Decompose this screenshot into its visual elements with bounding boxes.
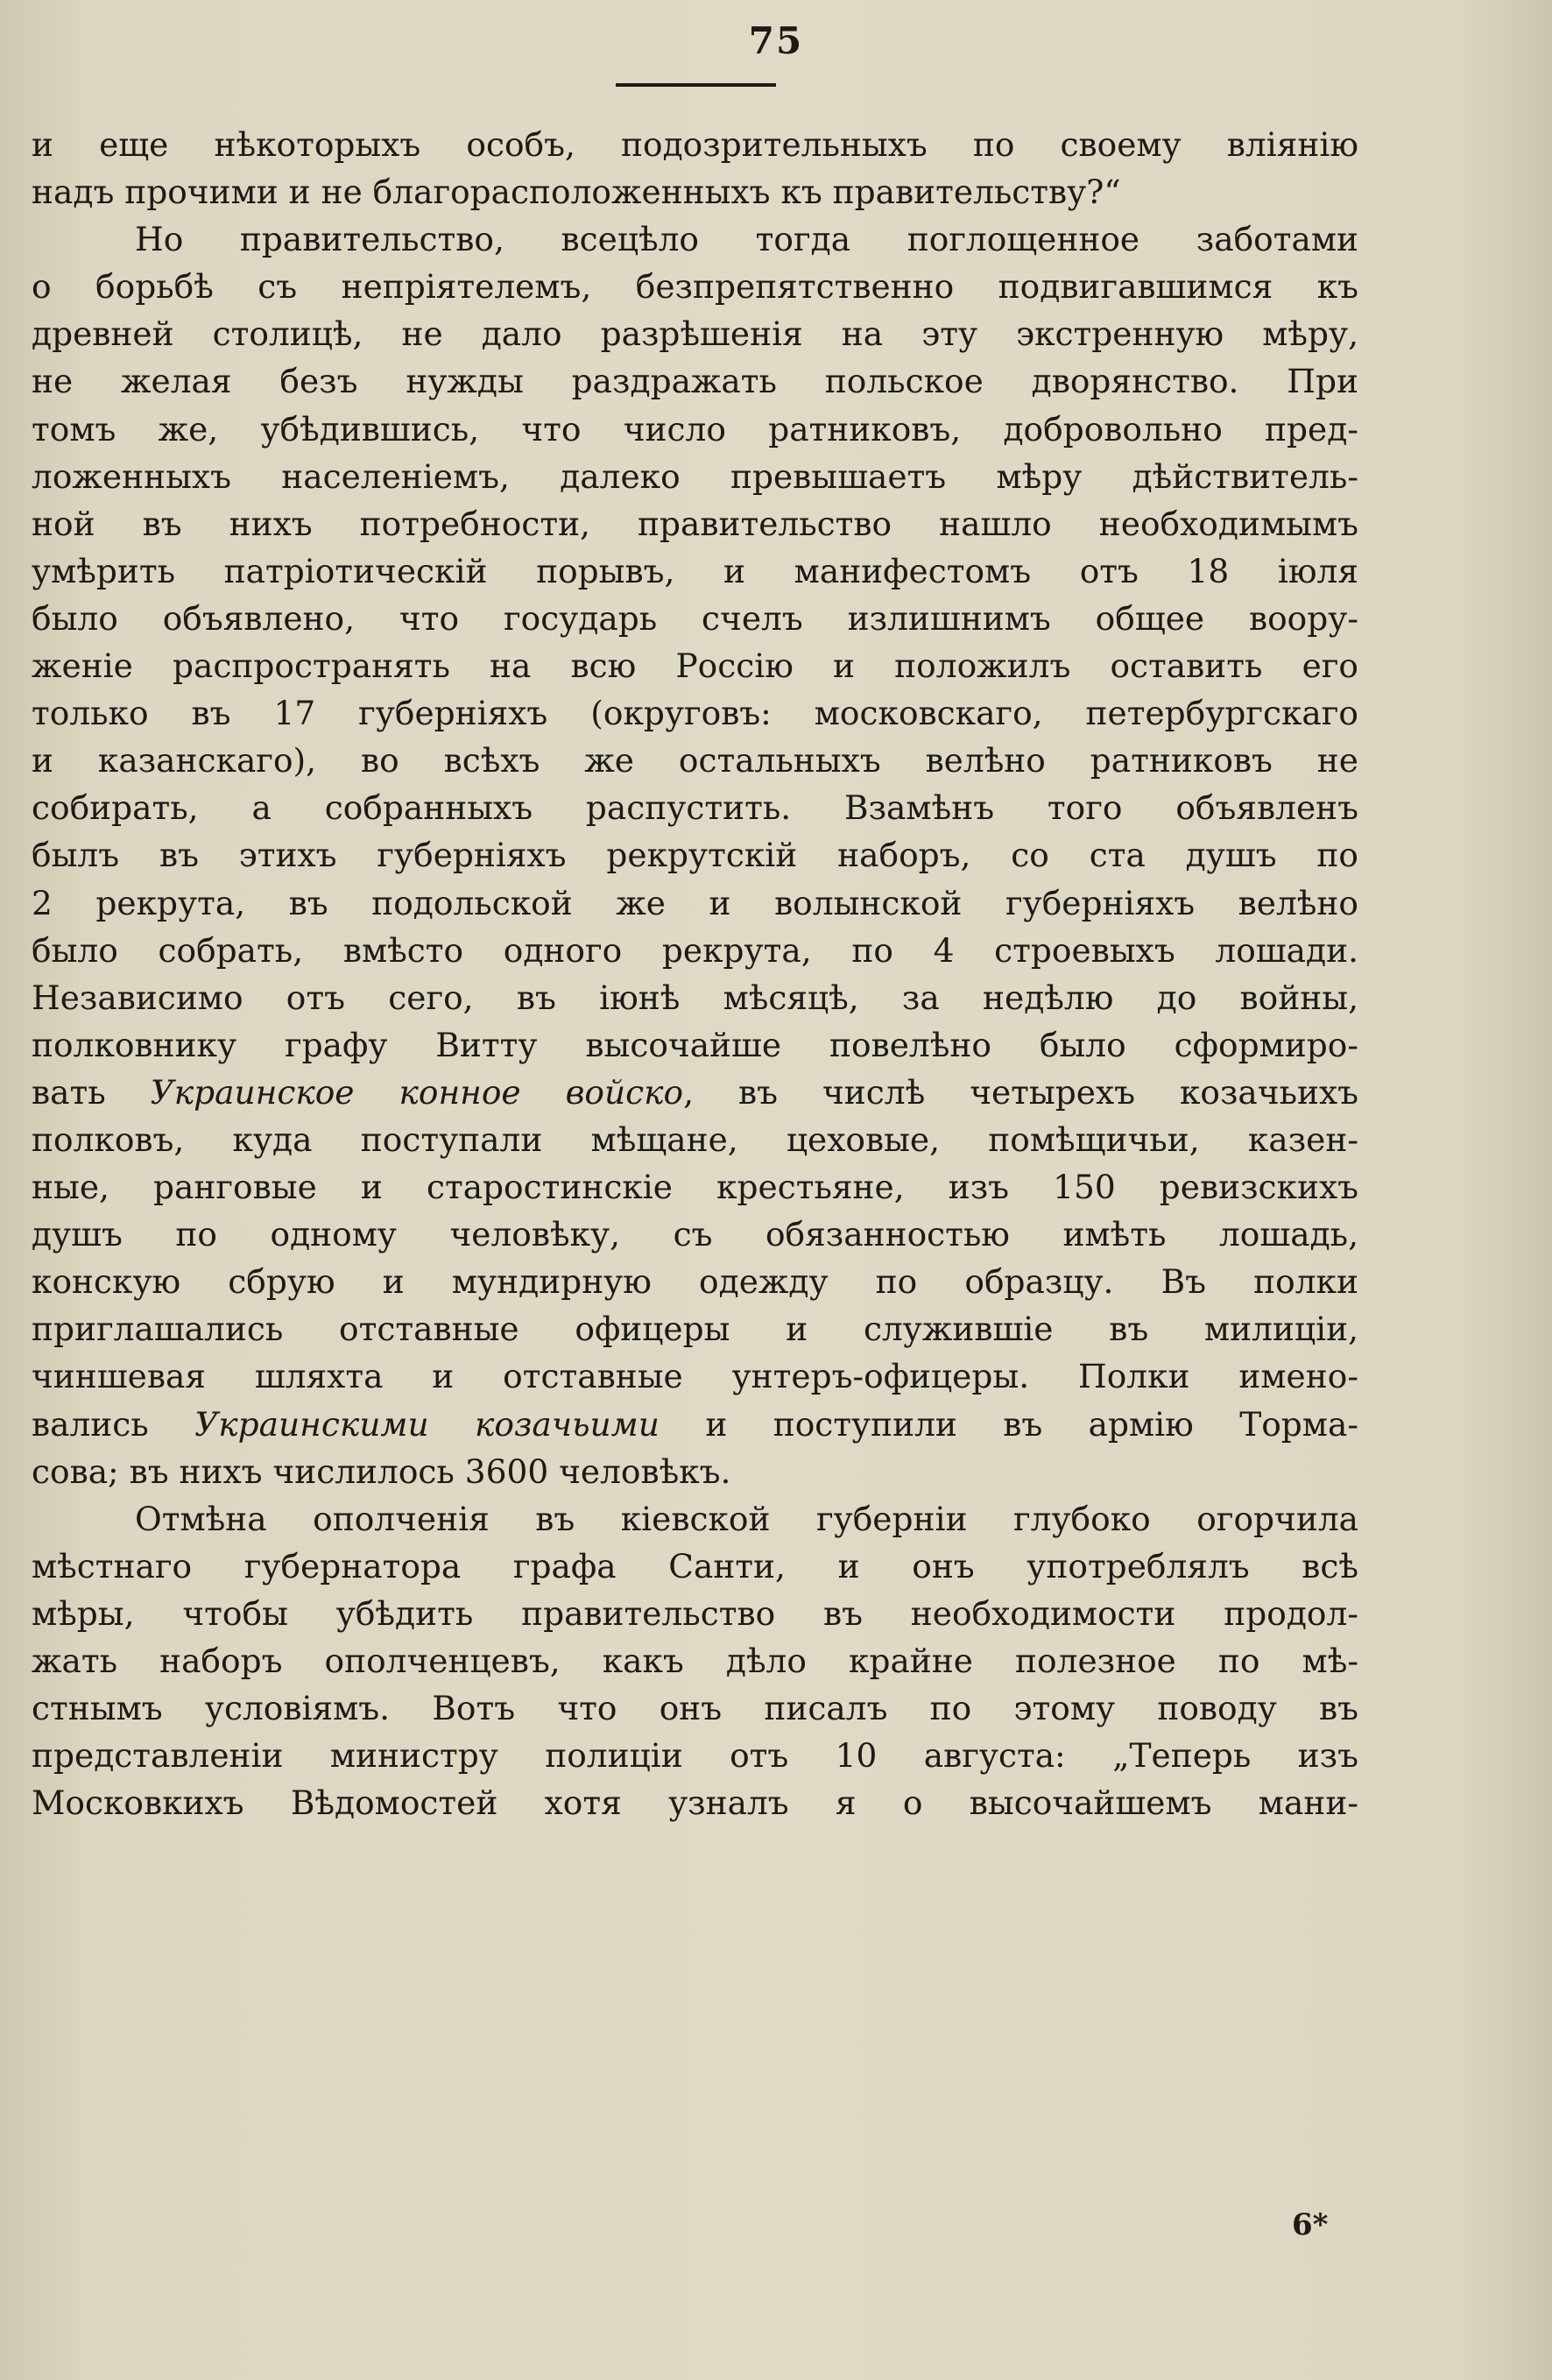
- text-line: мѣры, чтобы убѣдить правительство въ необходимости продол-: [32, 1593, 1358, 1633]
- text-line: жать наборъ ополченцевъ, какъ дѣло крайне полезное по мѣ-: [32, 1642, 1358, 1680]
- text-line: [32, 1401, 1358, 1448]
- text-line: полковнику графу Витту высочайше повелѣно было сформиро-: [32, 1025, 1358, 1064]
- text-line: и еще нѣкоторыхъ особъ, подозрительныхъ по своему вліянію: [32, 125, 1358, 164]
- italic-phrase: Украинское конное войско: [150, 1072, 684, 1112]
- text-line: представленіи министру полиціи отъ 10 августа: „Теперь изъ: [32, 1736, 1358, 1776]
- text-line: полковъ, куда поступали мѣщане, цеховые, помѣщичьи, казен-: [32, 1119, 1358, 1159]
- text-line: Отмѣна ополченія въ кіевской губерніи глубоко огорчила: [135, 1499, 1358, 1538]
- text-segment: вать: [32, 1072, 151, 1112]
- text-line: о борьбѣ съ непріятелемъ, безпрепятственно подвигавшимся къ: [32, 267, 1358, 307]
- text-line: сова; въ нихъ числилось 3600 человѣкъ.: [32, 1451, 731, 1491]
- text-line: не желая безъ нужды раздражать польское дворянство. При: [32, 362, 1358, 401]
- italic-phrase: Украинскими козачьими: [194, 1404, 660, 1444]
- text-line: и казанскаго), во всѣхъ же остальныхъ велѣно ратниковъ не: [32, 741, 1358, 780]
- text-line: только въ 17 губерніяхъ (округовъ: московскаго, петербургскаго: [32, 694, 1358, 733]
- text-line: надъ прочими и не благорасположенныхъ къ правительству?“: [32, 173, 1121, 212]
- text-line: древней столицѣ, не дало разрѣшенія на эту экстренную мѣру,: [32, 314, 1358, 354]
- page-number: 75: [748, 19, 804, 62]
- text-line: было объявлено, что государь счелъ излишнимъ общее воору-: [32, 598, 1358, 638]
- text-line: ложенныхъ населеніемъ, далеко превышаетъ мѣру дѣйствитель-: [32, 456, 1358, 496]
- text-line: мѣстнаго губернатора графа Санти, и онъ употреблялъ всѣ: [32, 1546, 1358, 1585]
- text-line: томъ же, убѣдившись, что число ратниковъ, добровольно пред-: [32, 409, 1358, 448]
- text-segment: и поступили въ армію Торма-: [659, 1404, 1358, 1444]
- text-line: женіе распространять на всю Россію и положилъ оставить его: [32, 646, 1358, 686]
- text-line: [32, 1069, 1358, 1116]
- text-line: стнымъ условіямъ. Вотъ что онъ писалъ по этому поводу въ: [32, 1689, 1358, 1728]
- text-line: былъ въ этихъ губерніяхъ рекрутскій наборъ, со ста душъ по: [32, 836, 1358, 875]
- text-line: Но правительство, всецѣло тогда поглощенное заботами: [135, 220, 1358, 259]
- body-text: [32, 121, 1358, 1826]
- text-line: конскую сбрую и мундирную одежду по образцу. Въ полки: [32, 1262, 1358, 1302]
- header-rule: [616, 83, 776, 87]
- text-line: душъ по одному человѣку, съ обязанностью имѣть лошадь,: [32, 1215, 1358, 1254]
- text-segment: , въ числѣ четырехъ козачьихъ: [683, 1072, 1358, 1112]
- text-line: Независимо отъ сего, въ іюнѣ мѣсяцѣ, за недѣлю до войны,: [32, 978, 1358, 1017]
- text-line: ные, ранговые и старостинскіе крестьяне, изъ 150 ревизскихъ: [32, 1168, 1358, 1207]
- signature-mark: 6*: [1292, 2207, 1329, 2242]
- text-line: чиншевая шляхта и отставные унтеръ-офицеры. Полки имено-: [32, 1357, 1358, 1396]
- page-header: [0, 19, 1552, 62]
- text-line: 2 рекрута, въ подольской же и волынской губерніяхъ велѣно: [32, 883, 1358, 922]
- text-line: приглашались отставные офицеры и служившіе въ милиціи,: [32, 1310, 1358, 1349]
- text-line: собирать, а собранныхъ распустить. Взамѣнъ того объявленъ: [32, 788, 1358, 828]
- text-line: умѣрить патріотическій порывъ, и манифестомъ отъ 18 іюля: [32, 551, 1358, 590]
- text-line: Московкихъ Вѣдомостей хотя узналъ я о высочайшемъ мани-: [32, 1783, 1358, 1823]
- text-line: было собрать, вмѣсто одного рекрута, по 4 строевыхъ лошади.: [32, 930, 1358, 970]
- text-line: ной въ нихъ потребности, правительство нашло необходимымъ: [32, 504, 1358, 543]
- text-segment: вались: [32, 1404, 195, 1444]
